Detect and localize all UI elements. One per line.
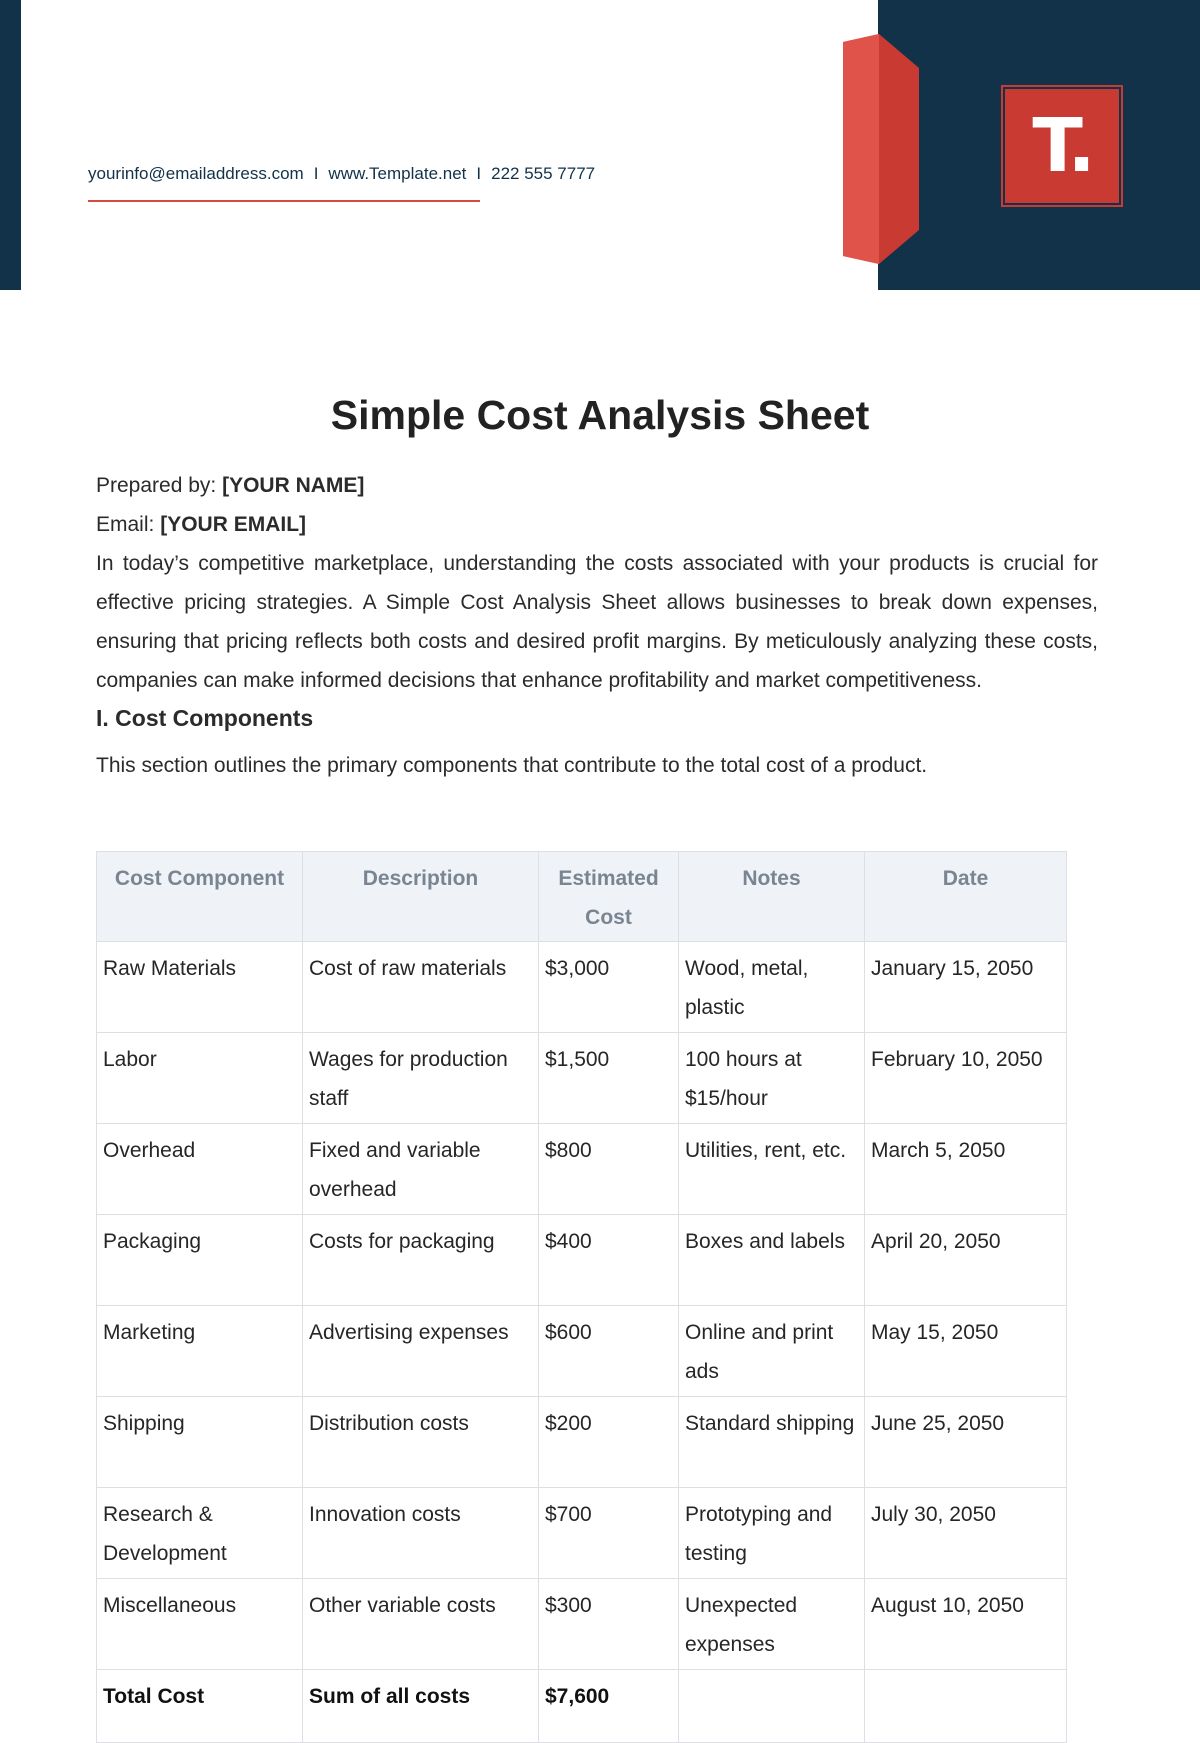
cell-cost: $1,500 [539,1033,679,1124]
table-row [97,942,1067,1033]
table-header-row [97,852,1067,942]
section-heading: I. Cost Components [96,705,314,731]
email-line [96,505,1098,544]
email-label: Email: [96,513,155,536]
cell-component: Packaging [97,1215,303,1306]
total-row [97,1670,1067,1743]
cell-cost: $200 [539,1397,679,1488]
header-estimated-cost: Estimated Cost [539,852,679,942]
cell-cost: $300 [539,1579,679,1670]
table-row [97,1124,1067,1215]
total-date [865,1670,1067,1743]
header-description: Description [303,852,539,942]
total-description: Sum of all costs [303,1670,539,1743]
total-label: Total Cost [97,1670,303,1743]
cell-date: April 20, 2050 [865,1215,1067,1306]
cell-component: Miscellaneous [97,1579,303,1670]
cell-notes: 100 hours at $15/hour [679,1033,865,1124]
left-accent-bar [0,0,21,290]
total-cost: $7,600 [539,1670,679,1743]
cell-component: Shipping [97,1397,303,1488]
table-row [97,1579,1067,1670]
cell-date: July 30, 2050 [865,1488,1067,1579]
contact-website[interactable]: www.Template.net [328,164,467,183]
cell-date: May 15, 2050 [865,1306,1067,1397]
prepared-by-value: [YOUR NAME] [222,474,365,497]
cell-description: Advertising expenses [303,1306,539,1397]
document-body [96,466,1098,785]
intro-paragraph: In today’s competitive marketplace, understanding the costs associated with your products is crucial for effective pricing strategies. A Simple Cost Analysis Sheet allows businesses to break down expenses, ensuring that pricing reflects both costs and desired profit margins. By meticulously analyzing these costs, companies can make informed decisions that enhance profitability and market competitiveness. [96,552,1098,692]
cell-date: January 15, 2050 [865,942,1067,1033]
cell-cost: $700 [539,1488,679,1579]
cost-components-table [96,851,1067,1743]
cell-cost: $600 [539,1306,679,1397]
cell-date: August 10, 2050 [865,1579,1067,1670]
cell-notes: Boxes and labels [679,1215,865,1306]
cell-description: Costs for packaging [303,1215,539,1306]
table-row [97,1215,1067,1306]
cell-notes: Wood, metal, plastic [679,942,865,1033]
cell-component: Overhead [97,1124,303,1215]
table-row [97,1306,1067,1397]
page-title: Simple Cost Analysis Sheet [330,392,870,438]
cell-component: Marketing [97,1306,303,1397]
cell-notes: Unexpected expenses [679,1579,865,1670]
template-logo [1003,87,1121,205]
cell-component: Raw Materials [97,942,303,1033]
cell-description: Other variable costs [303,1579,539,1670]
total-notes [679,1670,865,1743]
contact-email[interactable]: yourinfo@emailaddress.com [88,164,304,183]
header-notes: Notes [679,852,865,942]
cell-notes: Online and print ads [679,1306,865,1397]
contact-line [88,164,595,184]
cell-description: Cost of raw materials [303,942,539,1033]
prepared-by-line [96,466,1098,505]
cell-notes: Utilities, rent, etc. [679,1124,865,1215]
cell-date: June 25, 2050 [865,1397,1067,1488]
contact-separator: I [476,164,482,183]
cell-description: Wages for production staff [303,1033,539,1124]
contact-underline [88,200,480,202]
prepared-by-label: Prepared by: [96,474,217,497]
email-value: [YOUR EMAIL] [160,513,307,536]
cell-date: February 10, 2050 [865,1033,1067,1124]
cell-cost: $800 [539,1124,679,1215]
cell-cost: $400 [539,1215,679,1306]
cell-description: Fixed and variable overhead [303,1124,539,1215]
cell-date: March 5, 2050 [865,1124,1067,1215]
section-description: This section outlines the primary components that contribute to the total cost of a product. [96,754,928,777]
cell-description: Innovation costs [303,1488,539,1579]
contact-phone: 222 555 7777 [491,164,596,183]
red-ribbon-graphic [843,34,919,264]
table-row [97,1488,1067,1579]
logo-letter: T. [1032,103,1092,189]
cell-component: Labor [97,1033,303,1124]
cell-notes: Standard shipping [679,1397,865,1488]
table-row [97,1033,1067,1124]
cell-notes: Prototyping and testing [679,1488,865,1579]
header-cost-component: Cost Component [97,852,303,942]
cell-component: Research & Development [97,1488,303,1579]
header-date: Date [865,852,1067,942]
cell-description: Distribution costs [303,1397,539,1488]
contact-separator: I [313,164,319,183]
cell-cost: $3,000 [539,942,679,1033]
table-row [97,1397,1067,1488]
